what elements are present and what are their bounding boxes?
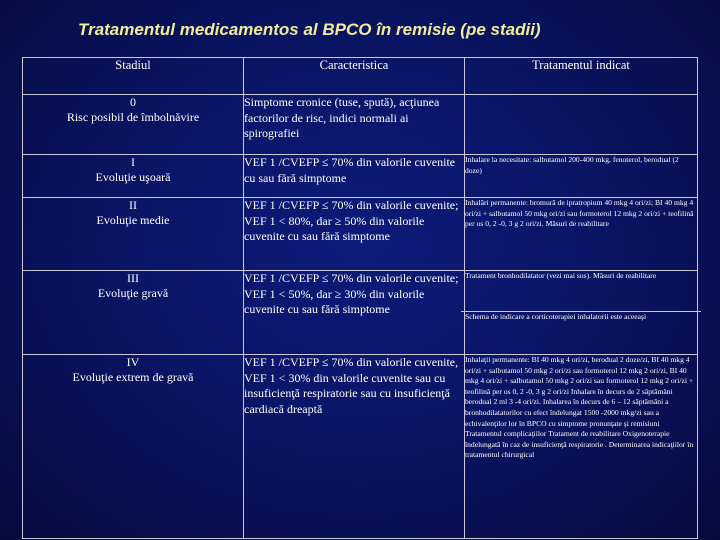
characteristics-cell: VEF 1 /CVEFP ≤ 70% din valorile cuvenite; VEF 1 < 80%, dar ≥ 50% din valorile cuvenite cu sau fără simptome — [244, 198, 465, 271]
stage-number: III — [127, 271, 139, 285]
stage-name: Evoluţie medie — [96, 213, 170, 227]
header-stage: Stadiul — [23, 58, 244, 95]
stage-number: I — [131, 155, 135, 169]
treatment-note: Schema de indicare a corticoterapiei inhalatorii este aceeaşi — [461, 311, 701, 323]
table-row — [23, 198, 698, 271]
header-characteristics: Caracteristica — [244, 58, 465, 95]
stage-name: Evoluţie uşoară — [95, 170, 171, 184]
characteristics-cell: VEF 1 /CVEFP ≤ 70% din valorile cuvenite, VEF 1 < 30% din valorile cuvenite sau cu insuficienţă respiratorie sau cu insuficienţă cardiacă dreaptă — [244, 355, 465, 539]
characteristics-cell: Simptome cronice (tuse, spută), acţiunea factorilor de risc, indici normali ai spirografiei — [244, 95, 465, 155]
stage-number: IV — [126, 355, 140, 369]
treatment-text: Tratament bronhodilatator (vezi mai sus). Măsuri de reabilitare — [465, 271, 657, 280]
table-row — [23, 355, 698, 539]
stage-cell — [23, 198, 244, 271]
stage-cell — [23, 355, 244, 539]
treatment-cell: Inhalaţii permanente: BI 40 mkg 4 ori/zi, berodual 2 doze/zi, BI 40 mkg 4 ori/zi + salbutamol 50 mkg 2 ori/zi sau formoterol 12 mkg 2 ori/zi, BI 40 mkg 4 ori/zi + salbutamol 50 mkg 2 ori/zi sau formoterol 12 mkg 2 ori/zi + teofilină per os 0, 2 -0, 3 g 2 ori/zi Inhalare în decurs de 2 săptămâni berodual 2 ml 3 -4 ori/zi. Inhalarea în decurs de 6 – 12 săptămâni a bronhodilatatorilor cu efect îndelungat 1500 -2000 mkg/zi sau a echivalenţilor lor în BPCO cu simptome pronunţate şi remisiuni Tratamentul complicaţiilor Tratament de reabilitare Oxigenoterapie îndelungată în caz de insuficienţă respiratorie . Determinarea indicaţiilor în tratamentul chirurgical — [465, 355, 698, 539]
treatment-cell — [465, 271, 698, 355]
header-row — [23, 58, 698, 95]
stage-name: Evoluţie extrem de gravă — [72, 370, 194, 384]
page-title: Tratamentul medicamentos al BPCO în remisie (pe stadii) — [78, 20, 541, 39]
treatment-cell — [465, 95, 698, 155]
table-row — [23, 271, 698, 355]
stage-number: II — [129, 198, 137, 212]
treatment-cell: Inhalare la necesitate: salbutamol 200-400 mkg, fenoterol, berodual (2 doze) — [465, 155, 698, 198]
stage-name: Risc posibil de îmbolnăvire — [66, 110, 200, 124]
characteristics-cell: VEF 1 /CVEFP ≤ 70% din valorile cuvenite; VEF 1 < 50%, dar ≥ 30% din valorile cuvenite cu sau fără simptome — [244, 271, 465, 355]
header-treatment: Tratamentul indicat — [465, 58, 698, 95]
characteristics-cell: VEF 1 /CVEFP ≤ 70% din valorile cuvenite cu sau fără simptome — [244, 155, 465, 198]
table-row — [23, 95, 698, 155]
stage-cell — [23, 95, 244, 155]
stage-number: 0 — [130, 95, 136, 109]
treatment-cell: Inhalări permanente: bromură de ipratropium 40 mkg 4 ori/zi; BI 40 mkg 4 ori/zi + salbutamol 50 mkg ori/zi sau formoterol 12 mkg 2 ori/zi + teofilină per os 0, 2 -0, 3 g 2 ori/zi. Măsuri de reabilitare — [465, 198, 698, 271]
stage-cell — [23, 155, 244, 198]
table-row — [23, 155, 698, 198]
stage-name: Evoluţie gravă — [97, 286, 169, 300]
treatment-table — [22, 57, 698, 539]
stage-cell — [23, 271, 244, 355]
